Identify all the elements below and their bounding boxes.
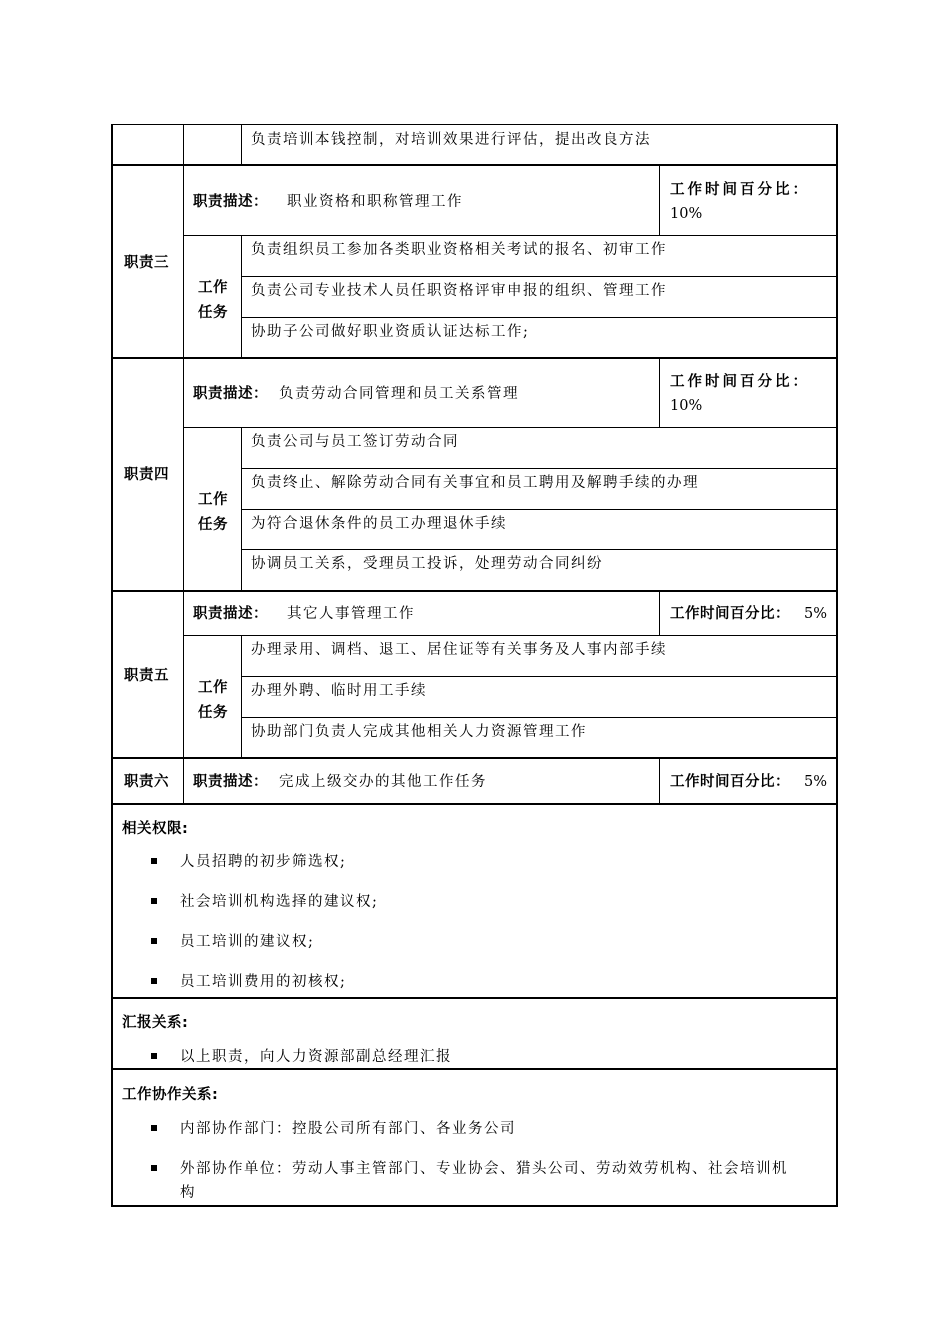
task-item: 办理外聘、临时用工手续: [251, 683, 427, 699]
tasks-label: 工作任务: [198, 680, 228, 721]
desc-text: 完成上级交办的其他工作任务: [279, 774, 487, 790]
authority-item: 员工培训的建议权;: [180, 934, 315, 950]
time-label: 工作时间百分比：: [670, 606, 790, 622]
task-item: 负责公司专业技术人员任职资格评审申报的组织、管理工作: [251, 283, 667, 299]
task-item: 负责终止、解除劳动合同有关事宜和员工聘用及解聘手续的办理: [251, 475, 699, 491]
time-value: 10%: [670, 206, 703, 222]
desc-text: 其它人事管理工作: [287, 606, 415, 622]
cooperation-title: 工作协作关系:: [122, 1087, 219, 1103]
duty-label: 职责六: [124, 774, 169, 790]
time-value: 5%: [804, 606, 828, 622]
task-item: 负责公司与员工签订劳动合同: [251, 434, 459, 450]
reporting-item: 以上职责，向人力资源部副总经理汇报: [180, 1049, 452, 1065]
desc-label: 职责描述：: [193, 606, 268, 622]
time-label: 工作时间百分比：: [670, 374, 810, 390]
duty-label: 职责四: [124, 467, 169, 483]
desc-text: 负责劳动合同管理和员工关系管理: [279, 386, 519, 402]
bullet-icon: [151, 1053, 157, 1059]
reporting-title: 汇报关系:: [122, 1015, 189, 1031]
desc-text: 职业资格和职称管理工作: [287, 194, 463, 210]
bullet-icon: [151, 938, 157, 944]
authority-item: 人员招聘的初步筛选权;: [180, 854, 347, 870]
authority-item: 社会培训机构选择的建议权;: [180, 894, 379, 910]
time-label: 工作时间百分比：: [670, 774, 790, 790]
authority-title: 相关权限:: [122, 821, 189, 837]
task-item: 负责组织员工参加各类职业资格相关考试的报名、初审工作: [251, 242, 667, 258]
desc-label: 职责描述：: [193, 774, 268, 790]
desc-label: 职责描述：: [193, 194, 268, 210]
time-value: 5%: [804, 774, 828, 790]
bullet-icon: [151, 1165, 157, 1171]
time-value: 10%: [670, 398, 703, 414]
task-item: 负责培训本钱控制，对培训效果进行评估，提出改良方法: [251, 132, 651, 148]
cooperation-internal: 内部协作部门：控股公司所有部门、各业务公司: [180, 1121, 516, 1137]
task-item: 协助部门负责人完成其他相关人力资源管理工作: [251, 724, 587, 740]
duty-label: 职责五: [124, 668, 169, 684]
bullet-icon: [151, 1125, 157, 1131]
bullet-icon: [151, 858, 157, 864]
task-item: 协助子公司做好职业资质认证达标工作;: [251, 324, 530, 340]
cooperation-external: 外部协作单位：劳动人事主管部门、专业协会、猎头公司、劳动效劳机构、社会培训机: [180, 1161, 788, 1177]
task-item: 协调员工关系，受理员工投诉，处理劳动合同纠纷: [251, 556, 603, 572]
cooperation-external-cont: 构: [180, 1185, 196, 1201]
desc-label: 职责描述：: [193, 386, 268, 402]
authority-item: 员工培训费用的初核权;: [180, 974, 347, 990]
bullet-icon: [151, 898, 157, 904]
tasks-label: 工作任务: [198, 280, 228, 321]
bullet-icon: [151, 978, 157, 984]
tasks-label: 工作任务: [198, 492, 228, 533]
task-item: 办理录用、调档、退工、居住证等有关事务及人事内部手续: [251, 642, 667, 658]
task-item: 为符合退休条件的员工办理退休手续: [251, 516, 507, 532]
time-label: 工作时间百分比：: [670, 182, 810, 198]
duty-label: 职责三: [124, 255, 169, 271]
